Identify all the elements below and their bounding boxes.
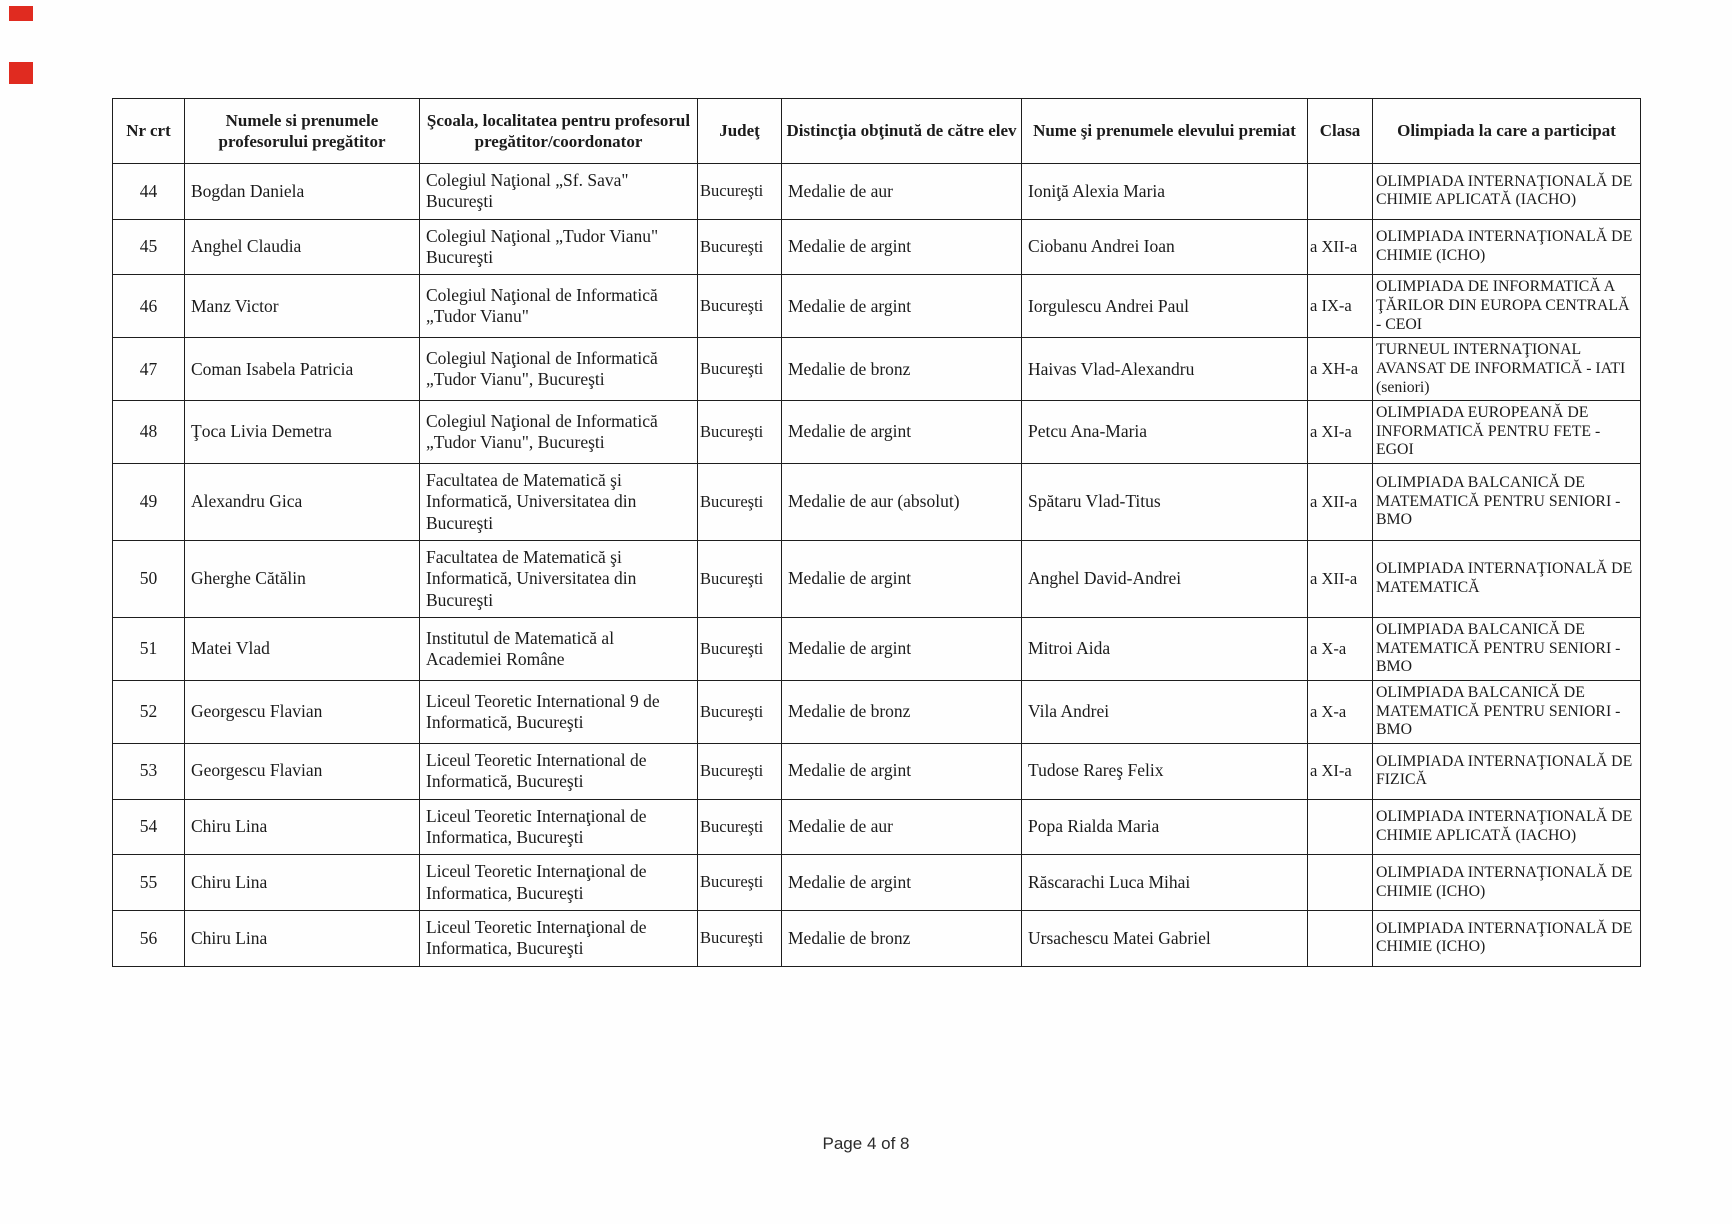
table-row [113, 164, 1641, 220]
red-scan-mark-bottom [9, 62, 33, 84]
cell-profesor: Matei Vlad [185, 618, 420, 681]
cell-judet: Bucureşti [698, 275, 782, 338]
cell-clasa: a X-a [1308, 618, 1373, 681]
cell-olimpiada: OLIMPIADA BALCANICĂ DE MATEMATICĂ PENTRU SENIORI -BMO [1373, 618, 1641, 681]
cell-profesor: Bogdan Daniela [185, 164, 420, 220]
cell-elev: Petcu Ana-Maria [1022, 401, 1308, 464]
cell-clasa: a XII-a [1308, 541, 1373, 618]
cell-distinctie: Medalie de bronz [782, 338, 1022, 401]
cell-elev: Răscarachi Luca Mihai [1022, 855, 1308, 911]
cell-nr-crt: 51 [113, 618, 185, 681]
cell-profesor: Ţoca Livia Demetra [185, 401, 420, 464]
col-header-judet: Judeţ [698, 99, 782, 164]
cell-profesor: Gherghe Cătălin [185, 541, 420, 618]
table-row [113, 855, 1641, 911]
cell-scoala: Liceul Teoretic Internaţional de Informatica, Bucureşti [420, 799, 698, 855]
cell-judet: Bucureşti [698, 618, 782, 681]
cell-elev: Mitroi Aida [1022, 618, 1308, 681]
table-row [113, 743, 1641, 799]
cell-distinctie: Medalie de argint [782, 618, 1022, 681]
cell-clasa: a XII-a [1308, 219, 1373, 275]
cell-distinctie: Medalie de aur [782, 164, 1022, 220]
cell-scoala: Colegiul Naţional „Tudor Vianu" Bucureşti [420, 219, 698, 275]
col-header-scoala: Şcoala, localitatea pentru profesorul pregătitor/coordonator [420, 99, 698, 164]
cell-profesor: Anghel Claudia [185, 219, 420, 275]
cell-scoala: Liceul Teoretic International 9 de Informatică, Bucureşti [420, 680, 698, 743]
col-header-clasa: Clasa [1308, 99, 1373, 164]
cell-judet: Bucureşti [698, 799, 782, 855]
cell-nr-crt: 44 [113, 164, 185, 220]
cell-olimpiada: OLIMPIADA BALCANICĂ DE MATEMATICĂ PENTRU SENIORI -BMO [1373, 680, 1641, 743]
cell-olimpiada: OLIMPIADA BALCANICĂ DE MATEMATICĂ PENTRU SENIORI -BMO [1373, 464, 1641, 541]
cell-olimpiada: OLIMPIADA INTERNAŢIONALĂ DE CHIMIE (ICHO) [1373, 219, 1641, 275]
col-header-elev: Nume şi prenumele elevului premiat [1022, 99, 1308, 164]
table-body [113, 164, 1641, 967]
table-row [113, 541, 1641, 618]
cell-elev: Tudose Rareş Felix [1022, 743, 1308, 799]
cell-distinctie: Medalie de bronz [782, 910, 1022, 966]
cell-nr-crt: 56 [113, 910, 185, 966]
cell-elev: Haivas Vlad-Alexandru [1022, 338, 1308, 401]
cell-nr-crt: 46 [113, 275, 185, 338]
cell-nr-crt: 45 [113, 219, 185, 275]
cell-judet: Bucureşti [698, 464, 782, 541]
page-number-footer: Page 4 of 8 [822, 1134, 910, 1153]
cell-scoala: Liceul Teoretic Internaţional de Informatica, Bucureşti [420, 910, 698, 966]
cell-elev: Popa Rialda Maria [1022, 799, 1308, 855]
cell-nr-crt: 55 [113, 855, 185, 911]
cell-judet: Bucureşti [698, 743, 782, 799]
cell-judet: Bucureşti [698, 164, 782, 220]
cell-olimpiada: OLIMPIADA DE INFORMATICĂ A ŢĂRILOR DIN EUROPA CENTRALĂ - CEOI [1373, 275, 1641, 338]
cell-clasa: a X-a [1308, 680, 1373, 743]
red-scan-mark-top [9, 6, 33, 21]
cell-elev: Vila Andrei [1022, 680, 1308, 743]
cell-judet: Bucureşti [698, 910, 782, 966]
col-header-olimpiada: Olimpiada la care a participat [1373, 99, 1641, 164]
col-header-nr-crt: Nr crt [113, 99, 185, 164]
cell-distinctie: Medalie de argint [782, 401, 1022, 464]
cell-profesor: Alexandru Gica [185, 464, 420, 541]
cell-profesor: Georgescu Flavian [185, 743, 420, 799]
cell-profesor: Coman Isabela Patricia [185, 338, 420, 401]
cell-judet: Bucureşti [698, 680, 782, 743]
cell-scoala: Facultatea de Matematică şi Informatică, Universitatea din Bucureşti [420, 464, 698, 541]
cell-nr-crt: 49 [113, 464, 185, 541]
cell-olimpiada: OLIMPIADA INTERNAŢIONALĂ DE CHIMIE (ICHO) [1373, 855, 1641, 911]
cell-olimpiada: OLIMPIADA INTERNAŢIONALĂ DE FIZICĂ [1373, 743, 1641, 799]
cell-clasa: a IX-a [1308, 275, 1373, 338]
cell-judet: Bucureşti [698, 338, 782, 401]
cell-clasa [1308, 855, 1373, 911]
col-header-distinctie: Distincţia obţinută de către elev [782, 99, 1022, 164]
cell-elev: Ioniţă Alexia Maria [1022, 164, 1308, 220]
cell-clasa: a XH-a [1308, 338, 1373, 401]
cell-olimpiada: OLIMPIADA INTERNAŢIONALĂ DE MATEMATICĂ [1373, 541, 1641, 618]
cell-clasa: a XI-a [1308, 401, 1373, 464]
cell-judet: Bucureşti [698, 401, 782, 464]
awards-table [112, 98, 1641, 967]
cell-scoala: Colegiul Naţional de Informatică „Tudor Vianu", Bucureşti [420, 401, 698, 464]
cell-olimpiada: TURNEUL INTERNAŢIONAL AVANSAT DE INFORMATICĂ - IATI (seniori) [1373, 338, 1641, 401]
cell-distinctie: Medalie de argint [782, 275, 1022, 338]
cell-distinctie: Medalie de aur (absolut) [782, 464, 1022, 541]
table-row [113, 799, 1641, 855]
cell-scoala: Liceul Teoretic Internaţional de Informatica, Bucureşti [420, 855, 698, 911]
table-row [113, 680, 1641, 743]
cell-olimpiada: OLIMPIADA INTERNAŢIONALĂ DE CHIMIE APLICATĂ (IACHO) [1373, 164, 1641, 220]
cell-distinctie: Medalie de argint [782, 219, 1022, 275]
cell-distinctie: Medalie de argint [782, 743, 1022, 799]
cell-scoala: Liceul Teoretic International de Informatică, Bucureşti [420, 743, 698, 799]
cell-distinctie: Medalie de aur [782, 799, 1022, 855]
table-row [113, 219, 1641, 275]
cell-clasa [1308, 910, 1373, 966]
cell-profesor: Chiru Lina [185, 855, 420, 911]
cell-profesor: Chiru Lina [185, 910, 420, 966]
cell-clasa: a XII-a [1308, 464, 1373, 541]
table-header-row [113, 99, 1641, 164]
col-header-profesor: Numele si prenumele profesorului pregătitor [185, 99, 420, 164]
cell-nr-crt: 50 [113, 541, 185, 618]
table-row [113, 401, 1641, 464]
cell-nr-crt: 52 [113, 680, 185, 743]
cell-profesor: Manz Victor [185, 275, 420, 338]
cell-profesor: Georgescu Flavian [185, 680, 420, 743]
cell-profesor: Chiru Lina [185, 799, 420, 855]
cell-elev: Spătaru Vlad-Titus [1022, 464, 1308, 541]
table-row [113, 910, 1641, 966]
table-row [113, 618, 1641, 681]
cell-scoala: Colegiul Naţional de Informatică „Tudor Vianu" [420, 275, 698, 338]
table-row [113, 464, 1641, 541]
cell-clasa: a XI-a [1308, 743, 1373, 799]
cell-distinctie: Medalie de bronz [782, 680, 1022, 743]
cell-olimpiada: OLIMPIADA INTERNAŢIONALĂ DE CHIMIE (ICHO) [1373, 910, 1641, 966]
cell-nr-crt: 47 [113, 338, 185, 401]
cell-elev: Iorgulescu Andrei Paul [1022, 275, 1308, 338]
cell-judet: Bucureşti [698, 541, 782, 618]
cell-elev: Ursachescu Matei Gabriel [1022, 910, 1308, 966]
cell-scoala: Colegiul Naţional „Sf. Sava" Bucureşti [420, 164, 698, 220]
table-row [113, 338, 1641, 401]
cell-clasa [1308, 799, 1373, 855]
cell-clasa [1308, 164, 1373, 220]
cell-olimpiada: OLIMPIADA EUROPEANĂ DE INFORMATICĂ PENTRU FETE -EGOI [1373, 401, 1641, 464]
cell-judet: Bucureşti [698, 855, 782, 911]
cell-nr-crt: 48 [113, 401, 185, 464]
cell-distinctie: Medalie de argint [782, 855, 1022, 911]
cell-scoala: Facultatea de Matematică şi Informatică, Universitatea din Bucureşti [420, 541, 698, 618]
cell-scoala: Institutul de Matematică al Academiei Române [420, 618, 698, 681]
cell-distinctie: Medalie de argint [782, 541, 1022, 618]
cell-scoala: Colegiul Naţional de Informatică „Tudor Vianu", Bucureşti [420, 338, 698, 401]
cell-nr-crt: 53 [113, 743, 185, 799]
cell-elev: Anghel David-Andrei [1022, 541, 1308, 618]
cell-elev: Ciobanu Andrei Ioan [1022, 219, 1308, 275]
table-row [113, 275, 1641, 338]
cell-olimpiada: OLIMPIADA INTERNAŢIONALĂ DE CHIMIE APLICATĂ (IACHO) [1373, 799, 1641, 855]
cell-judet: Bucureşti [698, 219, 782, 275]
cell-nr-crt: 54 [113, 799, 185, 855]
